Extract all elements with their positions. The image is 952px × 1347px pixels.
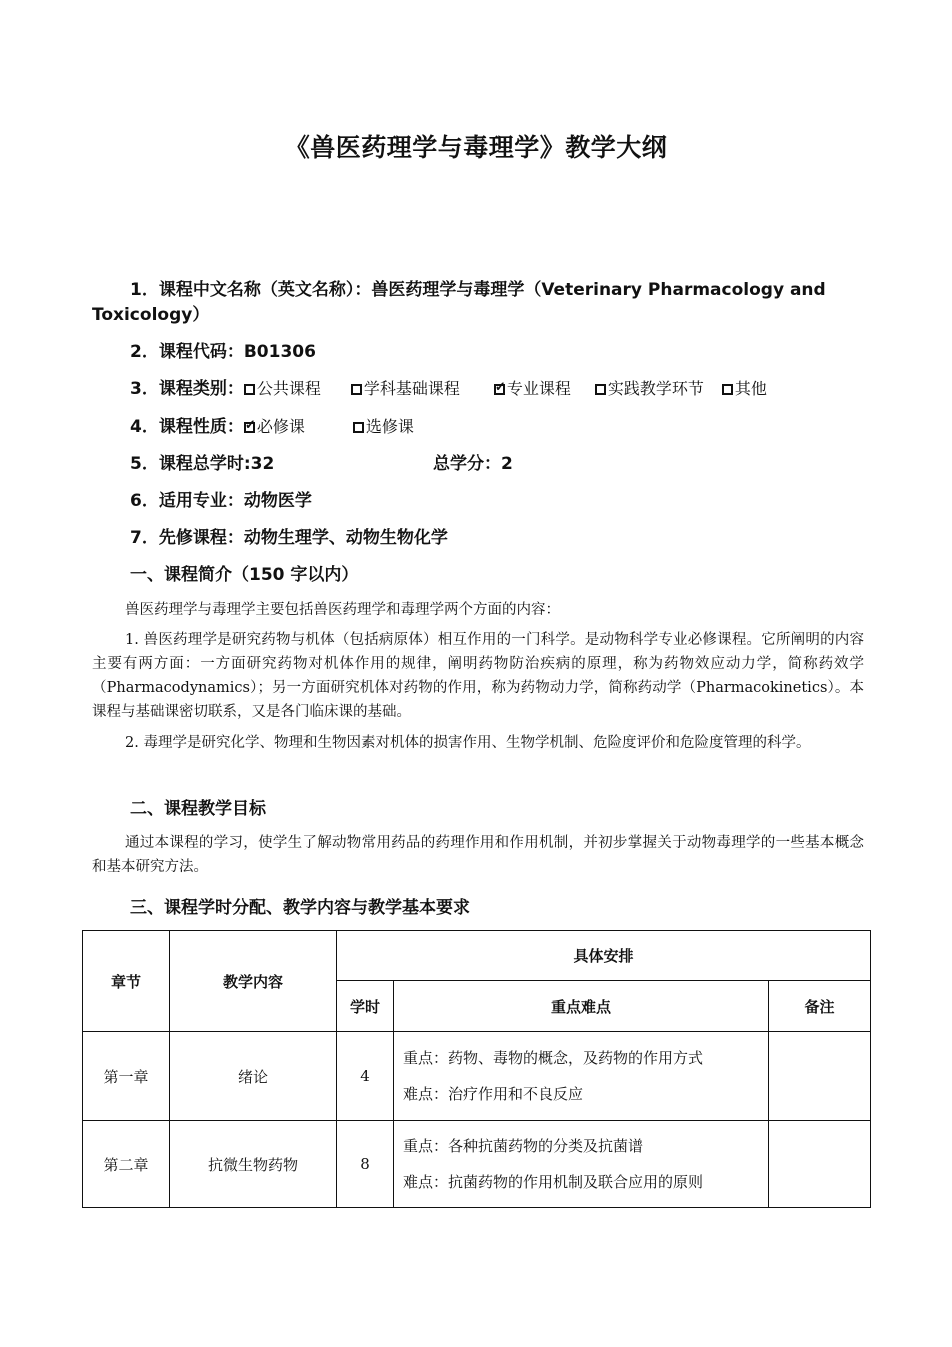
course-category [130,374,767,399]
page-title: 《兽医药理学与毒理学》教学大纲 [284,133,668,162]
table-row [83,1032,871,1121]
cell-chapter: 第二章 [83,1121,170,1208]
cell-chapter: 第一章 [83,1032,170,1121]
course-nature [130,412,414,437]
cell-points [394,1032,769,1121]
checkbox-checked-icon[interactable] [494,384,505,395]
category-option-major[interactable]: ✓ 专业课程 [494,379,571,398]
course-credits: 总学分：2 [433,454,513,474]
category-option-other[interactable]: 其他 [722,379,767,398]
checkbox-unchecked-icon[interactable] [353,422,364,433]
key-point: 重点：药物、毒物的概念，及药物的作用方式 [403,1049,704,1067]
table-row [83,1121,871,1208]
cell-hours: 8 [337,1121,394,1208]
header-arrangement: 具体安排 [337,931,871,981]
key-point: 重点：各种抗菌药物的分类及抗菌谱 [403,1137,644,1155]
cell-points [394,1121,769,1208]
nature-label: 4．课程性质： [130,417,244,437]
section1-paragraph: 2. 毒理学是研究化学、物理和生物因素对机体的损害作用、生物学机制、危险度评价和危险度管理的科学。 [125,735,811,751]
cell-notes [769,1032,871,1121]
header-notes: 备注 [769,981,871,1032]
nature-option-elective[interactable]: 选修课 [353,417,414,436]
section1-paragraph: 1. 兽医药理学是研究药物与机体（包括病原体）相互作用的一门科学。是动物科学专业必修课程。它所阐明的内容主要有两方面：一方面研究药物对机体作用的规律，阐明药物防治疾病的原理，称为药物效应动力学，简称药效学（Pharmacodynamics）；另一方面研究机体对药物的作用，称为药物动力学，简称药动学（Pharmacokinetics）。本课程与基础课密切联系，又是各门临床课的基础。 [92,632,864,720]
course-major: 6．适用专业：动物医学 [130,491,312,511]
cell-notes [769,1121,871,1208]
section1-paragraph: 兽医药理学与毒理学主要包括兽医药理学和毒理学两个方面的内容： [125,602,560,618]
checkbox-unchecked-icon[interactable] [244,384,255,395]
category-option-practice[interactable]: 实践教学环节 [595,379,704,398]
category-option-public[interactable]: 公共课程 [244,379,321,398]
table-header-row [83,931,871,981]
course-prerequisites: 7．先修课程：动物生理学、动物生物化学 [130,528,448,548]
cell-content: 绪论 [170,1032,337,1121]
header-chapter: 章节 [83,931,170,1032]
checkbox-unchecked-icon[interactable] [595,384,606,395]
nature-option-required[interactable]: ✓ 必修课 [244,417,305,436]
category-option-basic[interactable]: 学科基础课程 [351,379,460,398]
schedule-table [82,930,871,1208]
cell-hours: 4 [337,1032,394,1121]
section3-heading: 三、课程学时分配、教学内容与教学基本要求 [130,898,470,918]
course-name-line1: 1．课程中文名称（英文名称）：兽医药理学与毒理学（Veterinary Pharmacology and [130,280,826,300]
cell-content: 抗微生物药物 [170,1121,337,1208]
header-points: 重点难点 [394,981,769,1032]
course-name-line2: Toxicology） [92,305,210,325]
checkbox-unchecked-icon[interactable] [351,384,362,395]
section2-heading: 二、课程教学目标 [130,799,266,819]
header-content: 教学内容 [170,931,337,1032]
difficulty-point: 难点：抗菌药物的作用机制及联合应用的原则 [403,1173,704,1191]
section1-heading: 一、课程简介（150 字以内） [130,565,359,585]
course-code: 2．课程代码：B01306 [130,342,316,362]
course-hours: 5．课程总学时:32 [130,454,275,474]
header-hours: 学时 [337,981,394,1032]
difficulty-point: 难点：治疗作用和不良反应 [403,1085,584,1103]
section2-paragraph: 通过本课程的学习，使学生了解动物常用药品的药理作用和作用机制，并初步掌握关于动物毒理学的一些基本概念和基本研究方法。 [92,835,864,875]
checkbox-checked-icon[interactable] [244,422,255,433]
checkbox-unchecked-icon[interactable] [722,384,733,395]
category-label: 3．课程类别： [130,379,244,399]
